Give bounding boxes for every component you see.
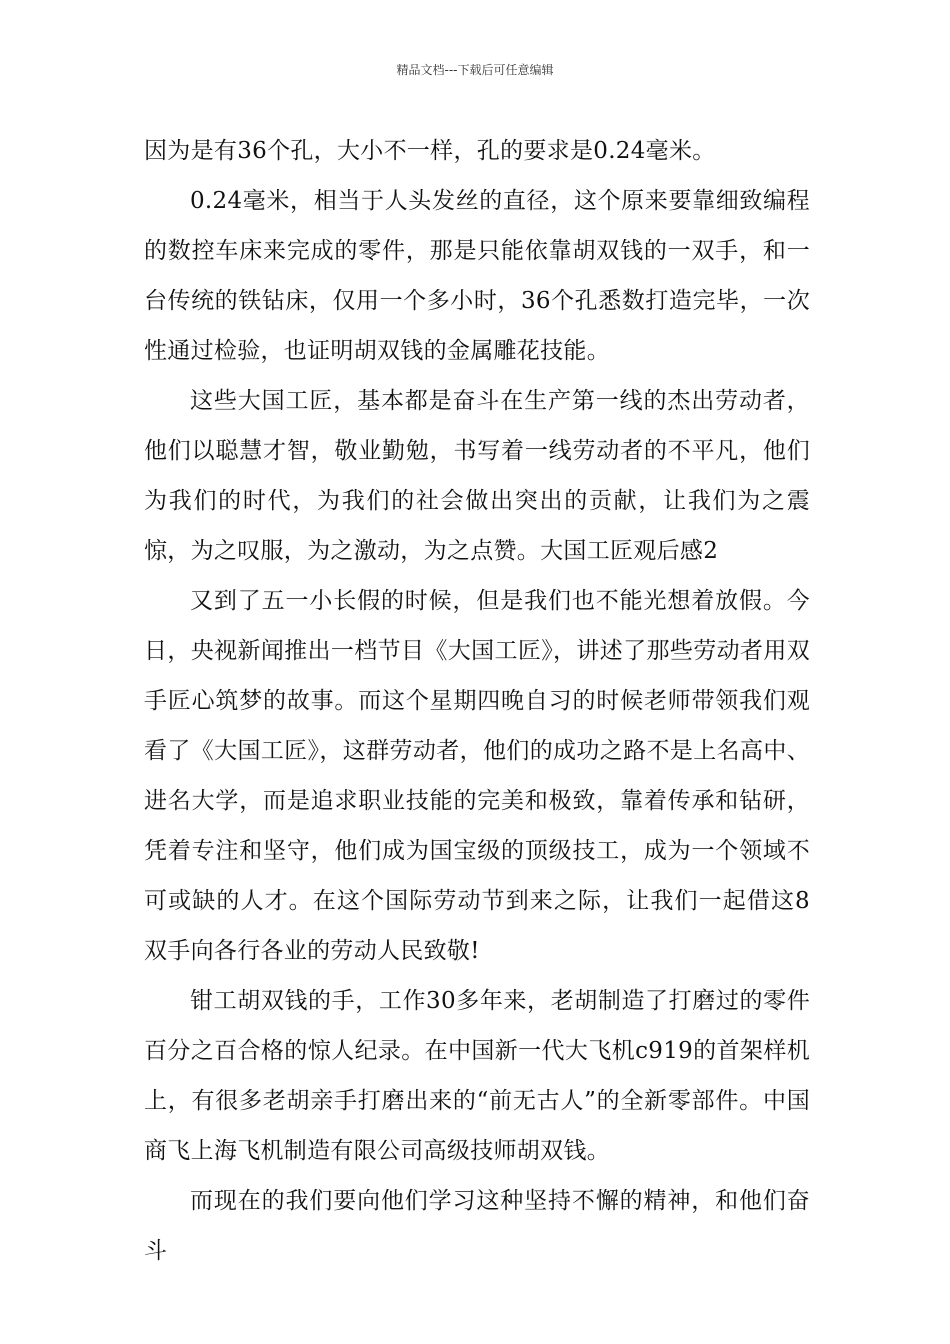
document-body: [144, 126, 810, 1276]
paragraph-4: 又到了五一小长假的时候，但是我们也不能光想着放假。今日，央视新闻推出一档节目《大国工匠》，讲述了那些劳动者用双手匠心筑梦的故事。而这个星期四晚自习的时候老师带领我们观看了《大国工匠》，这群劳动者，他们的成功之路不是上名高中、进名大学，而是追求职业技能的完美和极致，靠着传承和钻研，凭着专注和坚守，他们成为国宝级的顶级技工，成为一个领域不可或缺的人才。在这个国际劳动节到来之际，让我们一起借这8双手向各行各业的劳动人民致敬!: [144, 588, 810, 964]
paragraph-3: 这些大国工匠，基本都是奋斗在生产第一线的杰出劳动者，他们以聪慧才智，敬业勤勉，书写着一线劳动者的不平凡，他们为我们的时代，为我们的社会做出突出的贡献，让我们为之震惊，为之叹服，为之激动，为之点赞。大国工匠观后感2: [144, 388, 810, 564]
paragraph-2: 0.24毫米，相当于人头发丝的直径，这个原来要靠细致编程的数控车床来完成的零件，那是只能依靠胡双钱的一双手，和一台传统的铁钻床，仅用一个多小时，36个孔悉数打造完毕，一次性通过检验，也证明胡双钱的金属雕花技能。: [144, 188, 810, 364]
paragraph-6: 而现在的我们要向他们学习这种坚持不懈的精神，和他们奋斗: [144, 1188, 810, 1264]
paragraph-1: 因为是有36个孔，大小不一样，孔的要求是0.24毫米。: [144, 138, 716, 164]
paragraph-5: 钳工胡双钱的手，工作30多年来，老胡制造了打磨过的零件百分之百合格的惊人纪录。在中国新一代大飞机c919的首架样机上，有很多老胡亲手打磨出来的“前无古人”的全新零部件。中国商飞上海飞机制造有限公司高级技师胡双钱。: [144, 988, 810, 1164]
page-header: 精品文档---下载后可任意编辑: [396, 63, 554, 77]
